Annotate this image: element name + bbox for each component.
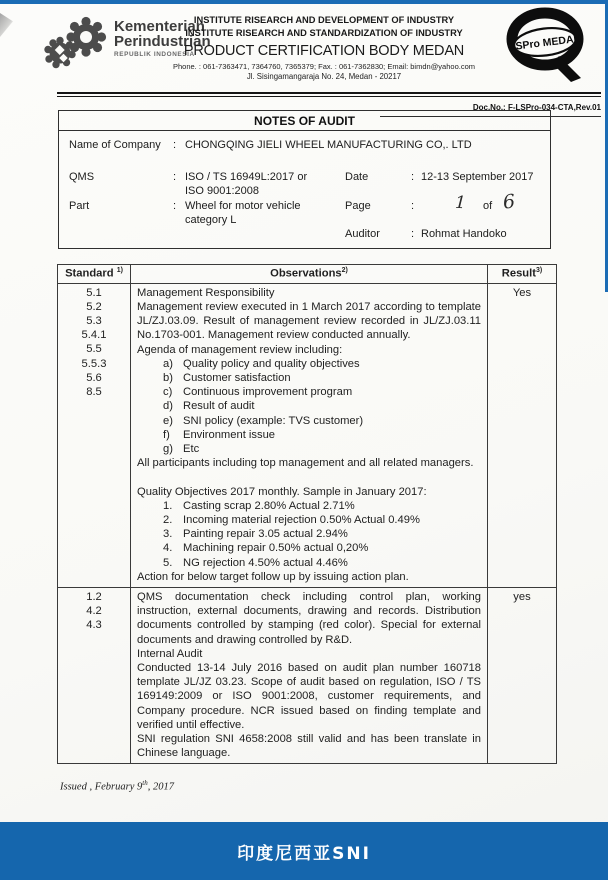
part-value-line1: Wheel for motor vehicle bbox=[185, 200, 301, 212]
standard-ref: 5.4.1 bbox=[81, 329, 107, 342]
observations-header-text: Observations bbox=[270, 267, 342, 280]
issued-prefix: Issued , February 9 bbox=[60, 781, 143, 793]
observation-line: Action for below target follow up by issuing action plan. bbox=[137, 570, 409, 583]
standard-cell bbox=[58, 588, 131, 763]
part-value-line2: category L bbox=[185, 214, 237, 226]
standard-ref: 5.3 bbox=[86, 315, 102, 328]
list-marker: c) bbox=[163, 386, 173, 399]
list-marker: 1. bbox=[163, 499, 173, 512]
list-text: Environment issue bbox=[183, 428, 276, 441]
list-text: Result of audit bbox=[183, 400, 255, 413]
standard-ref: 4.3 bbox=[86, 619, 102, 632]
bottom-banner bbox=[0, 822, 608, 880]
list-text: Painting repair 3.05 actual 2.94% bbox=[183, 528, 348, 541]
objective-item bbox=[137, 527, 481, 541]
result-column-header bbox=[487, 265, 556, 283]
agenda-item bbox=[137, 357, 481, 371]
agenda-item bbox=[137, 442, 481, 456]
auditor-colon: : bbox=[411, 228, 415, 240]
page-total-handwritten: 6 bbox=[501, 190, 517, 214]
result-cell bbox=[487, 588, 556, 763]
list-marker: e) bbox=[163, 414, 173, 427]
list-text: Machining repair 0.50% actual 0,20% bbox=[183, 542, 369, 555]
agenda-item bbox=[137, 399, 481, 413]
qms-value-line1: ISO / TS 16949L:2017 or bbox=[185, 171, 308, 183]
page-colon: : bbox=[411, 200, 415, 212]
list-text: Casting scrap 2.80% Actual 2.71% bbox=[183, 499, 355, 512]
list-marker: a) bbox=[163, 357, 173, 370]
agenda-item bbox=[137, 385, 481, 399]
part-colon: : bbox=[173, 200, 177, 212]
company-value: CHONGQING JIELI WHEEL MANUFACTURING CO,. LTD bbox=[185, 139, 472, 151]
standard-ref: 1.2 bbox=[86, 590, 102, 603]
issued-superscript: th bbox=[142, 779, 148, 787]
observation-line: Agenda of management review including: bbox=[137, 343, 343, 356]
date-colon: : bbox=[411, 171, 415, 183]
scan-artifact-mark bbox=[0, 13, 13, 37]
page-of-label: of bbox=[483, 200, 493, 212]
list-text: NG rejection 4.50% actual 4.46% bbox=[183, 556, 348, 569]
observation-heading: Internal Audit bbox=[137, 647, 203, 660]
standard-ref: 5.5.3 bbox=[81, 357, 107, 370]
objective-item bbox=[137, 499, 481, 513]
list-marker: 3. bbox=[163, 528, 173, 541]
standard-cell bbox=[58, 284, 131, 587]
company-label: Name of Company bbox=[69, 139, 161, 151]
list-marker: d) bbox=[163, 400, 173, 413]
list-text: Customer satisfaction bbox=[183, 371, 291, 384]
observation-paragraph: QMS documentation check including control plan, working instruction, external documents, drawing and records. Distribution documents controlled by stamping (red color). Special for external documents and drawing controlled by R&D. bbox=[137, 590, 481, 646]
lspro-logo-text: LSPro MEDAN bbox=[508, 32, 582, 54]
list-text: Etc bbox=[183, 442, 200, 455]
standard-header-sup: 1) bbox=[116, 267, 123, 274]
list-marker: f) bbox=[163, 428, 170, 441]
page-number-handwritten: 1 bbox=[454, 192, 467, 214]
audit-observations-table bbox=[57, 264, 557, 764]
table-row bbox=[58, 587, 556, 763]
result-header-text: Result bbox=[501, 267, 536, 280]
observation-line: All participants including top management and all related managers. bbox=[137, 457, 474, 470]
notes-of-audit-box bbox=[58, 110, 551, 249]
standard-ref: 5.5 bbox=[86, 343, 102, 356]
company-colon: : bbox=[173, 139, 177, 151]
certification-body-name: PRODUCT CERTIFICATION BODY MEDAN bbox=[183, 42, 465, 59]
ministry-name-line1: Kementerian bbox=[114, 18, 205, 35]
observation-paragraph: SNI regulation SNI 4658:2008 still valid and has been translate in Chinese language. bbox=[137, 733, 481, 760]
letterhead-center bbox=[168, 14, 480, 81]
contact-line: Phone. : 061-7363471, 7364760, 7365379; Fax. : 061-7362830; Email: bimdn@yahoo.com bbox=[173, 61, 475, 71]
list-text: Continuous improvement program bbox=[183, 386, 353, 399]
observation-paragraph: Conducted 13-14 July 2016 based on audit plan number 160718 template JL/JZ 03.23. Scope of audit based on regulation, ISO / TS 169149:2009 or ISO 9001:2008, customer requirements, and Company procedure. NCR issued based on finding template and verified until effective. bbox=[137, 662, 481, 731]
observations-cell bbox=[131, 588, 487, 763]
list-marker: 5. bbox=[163, 556, 173, 569]
list-marker: b) bbox=[163, 371, 173, 384]
standard-ref: 5.2 bbox=[86, 300, 102, 313]
lspro-medan-logo-icon bbox=[497, 6, 593, 91]
list-marker: 4. bbox=[163, 542, 173, 555]
table-header-row bbox=[58, 265, 556, 284]
result-value: yes bbox=[513, 590, 531, 603]
ministry-name-line2: Perindustrian bbox=[114, 33, 211, 51]
observation-paragraph: Management review executed in 1 March 2017 according to template JL/ZJ.03.09. Result of management review recorded in JL/ZJ.03.11 No.1703-001. Management review conducted annually. bbox=[137, 300, 481, 342]
agenda-item bbox=[137, 414, 481, 428]
list-marker: 2. bbox=[163, 513, 173, 526]
observations-header-sup: 2) bbox=[341, 267, 348, 274]
result-header-sup: 3) bbox=[535, 267, 543, 274]
observation-line: Quality Objectives 2017 monthly. Sample in January 2017: bbox=[137, 485, 427, 498]
institute-line1: INSTITUTE RISEARCH AND DEVELOPMENT OF INDUSTRY bbox=[193, 15, 455, 25]
observations-column-header bbox=[131, 265, 487, 283]
objective-item bbox=[137, 513, 481, 527]
page-label: Page bbox=[345, 200, 371, 212]
result-value: Yes bbox=[512, 286, 532, 299]
date-value: 12-13 September 2017 bbox=[421, 171, 534, 183]
agenda-item bbox=[137, 428, 481, 442]
top-blue-border bbox=[0, 0, 608, 4]
qms-label: QMS bbox=[69, 171, 95, 183]
list-text: Incoming material rejection 0.50% Actual 0.49% bbox=[183, 513, 420, 526]
qms-value-line2: ISO 9001:2008 bbox=[185, 185, 260, 197]
observation-heading: Management Responsibility bbox=[137, 286, 275, 299]
table-row bbox=[58, 284, 556, 587]
blank-line bbox=[137, 470, 481, 484]
doc-number-text: Doc.No.: F-LSPro-034-CTA,Rev.01 bbox=[472, 103, 601, 112]
list-text: SNI policy (example: TVS customer) bbox=[183, 414, 364, 427]
standard-ref: 5.1 bbox=[86, 286, 102, 299]
standard-ref: 4.2 bbox=[86, 605, 102, 618]
objective-item bbox=[137, 556, 481, 570]
ministry-name-line3: REPUBLIK INDONESIA bbox=[114, 50, 195, 58]
observations-cell bbox=[131, 284, 487, 587]
standard-ref: 8.5 bbox=[86, 386, 102, 399]
part-label: Part bbox=[69, 200, 90, 212]
form-title: NOTES OF AUDIT bbox=[59, 111, 550, 131]
list-marker: g) bbox=[163, 442, 173, 455]
institute-line2: INSTITUTE RISEARCH AND STANDARDIZATION OF INDUSTRY bbox=[185, 28, 463, 39]
list-text: Quality policy and quality objectives bbox=[183, 357, 360, 370]
standard-header-text: Standard bbox=[65, 267, 114, 280]
agenda-item bbox=[137, 371, 481, 385]
standard-column-header bbox=[58, 265, 131, 283]
date-label: Date bbox=[345, 171, 369, 183]
result-cell bbox=[487, 284, 556, 587]
qms-colon: : bbox=[173, 171, 177, 183]
auditor-label: Auditor bbox=[345, 228, 380, 240]
address-line: Jl. Sisingamangaraja No. 24, Medan - 20217 bbox=[246, 71, 402, 81]
standard-ref: 5.6 bbox=[86, 371, 102, 384]
objective-item bbox=[137, 541, 481, 555]
ministry-gear-logo-icon bbox=[44, 13, 108, 76]
banner-text: 印度尼西亚SNI bbox=[237, 843, 371, 864]
auditor-value: Rohmat Handoko bbox=[421, 228, 507, 240]
issued-suffix: , 2017 bbox=[147, 781, 174, 793]
issued-date-line bbox=[60, 779, 174, 793]
